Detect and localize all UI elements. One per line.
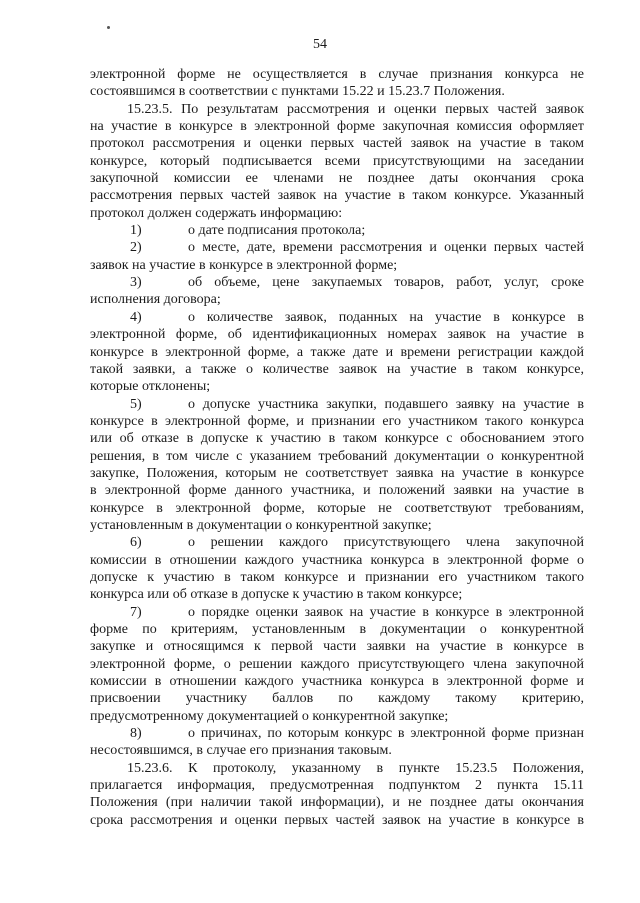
line-text: электронной форме, об идентификационных номерах заявок на участие в	[90, 327, 584, 343]
text-line	[90, 534, 584, 551]
text-line	[90, 708, 584, 725]
line-text: электронной форме не осуществляется в случае признания конкурса не	[90, 67, 584, 82]
text-line	[90, 760, 584, 777]
text-line	[90, 135, 584, 152]
text-line	[90, 153, 584, 170]
list-number: 2)	[130, 240, 142, 256]
text-line	[90, 326, 584, 343]
text-line	[90, 794, 584, 811]
text-line	[90, 378, 584, 395]
line-text: о месте, дате, времени рассмотрения и оценки первых частей	[188, 240, 584, 256]
text-line	[90, 812, 584, 829]
line-text: об объеме, цене закупаемых товаров, работ, услуг, сроке	[188, 275, 584, 291]
text-line	[90, 83, 584, 100]
line-text: заявок на участие в конкурсе в электронной форме;	[90, 257, 398, 273]
line-text: форме по критериям, установленным в документации о конкурентной	[90, 622, 584, 637]
text-line	[90, 777, 584, 794]
text-line	[90, 465, 584, 482]
line-text: присвоении участнику баллов по каждому такому критерию,	[90, 691, 584, 707]
line-text: о количестве заявок, поданных на участие в конкурсе в	[188, 309, 584, 325]
line-text: комиссии в отношении каждого участника конкурса в электронной форме о	[90, 552, 584, 568]
list-number: 8)	[130, 726, 142, 742]
list-number: 5)	[130, 396, 142, 412]
text-line	[90, 413, 584, 430]
scan-speck	[107, 26, 110, 29]
line-text: состоявшимся в соответствии с пунктами 15.22 и 15.23.7 Положения.	[90, 84, 505, 100]
line-text: 15.23.6. К протоколу, указанному в пункте 15.23.5 Положения,	[127, 760, 584, 776]
line-text: такой заявки, а также о количестве заявок на участие в таком конкурсе,	[90, 361, 584, 377]
line-text: протокол должен содержать информацию:	[90, 205, 343, 221]
line-text: решения, в том числе с указанием требований документации о конкурентной	[90, 448, 584, 464]
line-text: закупке и относящимся к первой части заявки на участие в конкурсе в	[90, 639, 584, 655]
line-text: в электронной форме данного участника, и положений заявки на участие в	[90, 483, 584, 499]
text-line	[90, 66, 584, 83]
text-line	[90, 656, 584, 673]
text-line	[90, 118, 584, 135]
text-line	[90, 517, 584, 534]
line-text: на участие в конкурсе в электронной форме закупочная комиссия оформляет	[90, 119, 584, 135]
line-text: конкурсе в электронной форме, которые не соответствуют требованиям,	[90, 500, 584, 516]
text-line	[90, 101, 584, 118]
text-line	[90, 621, 584, 638]
line-text: 15.23.5. По результатам рассмотрения и оценки первых частей заявок	[127, 101, 584, 117]
line-text: предусмотренному документацией о конкурентной закупке;	[90, 708, 449, 724]
text-line	[90, 500, 584, 517]
line-text: закупке, Положения, которым не соответствует заявка на участие в конкурсе	[90, 465, 584, 481]
text-line	[90, 673, 584, 690]
text-line	[90, 690, 584, 707]
text-line	[90, 604, 584, 621]
line-text: о допуске участника закупки, подавшего заявку на участие в	[188, 396, 584, 412]
text-line	[90, 396, 584, 413]
line-text: несостоявшимся, в случае его признания таковым.	[90, 743, 392, 759]
line-text: прилагается информация, предусмотренная подпунктом 2 пункта 15.11	[90, 778, 584, 794]
line-text: конкурсе, который подписывается всеми присутствующими на заседании	[90, 153, 584, 169]
text-line	[90, 344, 584, 361]
text-line	[90, 569, 584, 586]
text-line	[90, 257, 584, 274]
list-number: 7)	[130, 604, 142, 620]
line-text: о причинах, по которым конкурс в электронной форме признан	[188, 726, 584, 742]
line-text: которые отклонены;	[90, 379, 211, 395]
line-text: допуске к участию в таком конкурсе и признании его участником такого	[90, 569, 584, 585]
text-line	[90, 274, 584, 291]
line-text: протокол рассмотрения и оценки первых частей заявок на участие в таком	[90, 136, 584, 152]
text-line	[90, 448, 584, 465]
text-line	[90, 552, 584, 569]
text-line	[90, 361, 584, 378]
line-text: Положения (при наличии такой информации), и не позднее даты окончания	[90, 795, 584, 811]
text-line	[90, 205, 584, 222]
line-text: конкурсе в электронной форме, а также дате и времени регистрации каждой	[90, 344, 584, 360]
text-line	[90, 482, 584, 499]
line-text: срока рассмотрения и оценки первых частей заявок на участие в конкурсе в	[90, 812, 584, 828]
text-line	[90, 222, 584, 239]
line-text: исполнения договора;	[90, 292, 221, 308]
line-text: установленным в документации о конкурентной закупке;	[90, 517, 432, 533]
line-text: конкурсе в электронной форме, и признании его участником такого конкурса	[90, 413, 584, 429]
line-text: рассмотрения первых частей заявок на участие в таком конкурсе. Указанный	[90, 188, 584, 204]
document-body	[90, 66, 584, 829]
text-line	[90, 309, 584, 326]
text-line	[90, 170, 584, 187]
text-line	[90, 187, 584, 204]
list-number: 4)	[130, 309, 142, 325]
list-number: 6)	[130, 535, 142, 551]
line-text: закупочной комиссии ее членами не позднее даты окончания срока	[90, 171, 584, 187]
text-line	[90, 725, 584, 742]
line-text: конкурса или об отказе в допуске к участию в таком конкурсе;	[90, 587, 463, 603]
line-text: о порядке оценки заявок на участие в конкурсе в электронной	[188, 604, 584, 620]
text-line	[90, 586, 584, 603]
text-line	[90, 638, 584, 655]
text-line	[90, 239, 584, 256]
page-number: 54	[313, 37, 327, 52]
line-text: или об отказе в допуске к участию в таком конкурсе с обоснованием этого	[90, 431, 584, 447]
line-text: о дате подписания протокола;	[188, 223, 366, 239]
text-line	[90, 742, 584, 759]
line-text: электронной форме, о решении каждого присутствующего члена закупочной	[90, 656, 584, 672]
list-number: 1)	[130, 223, 142, 239]
line-text: комиссии в отношении каждого участника конкурса в электронной форме и	[90, 674, 584, 690]
text-line	[90, 430, 584, 447]
list-number: 3)	[130, 275, 142, 291]
line-text: о решении каждого присутствующего члена закупочной	[188, 535, 584, 551]
text-line	[90, 291, 584, 308]
